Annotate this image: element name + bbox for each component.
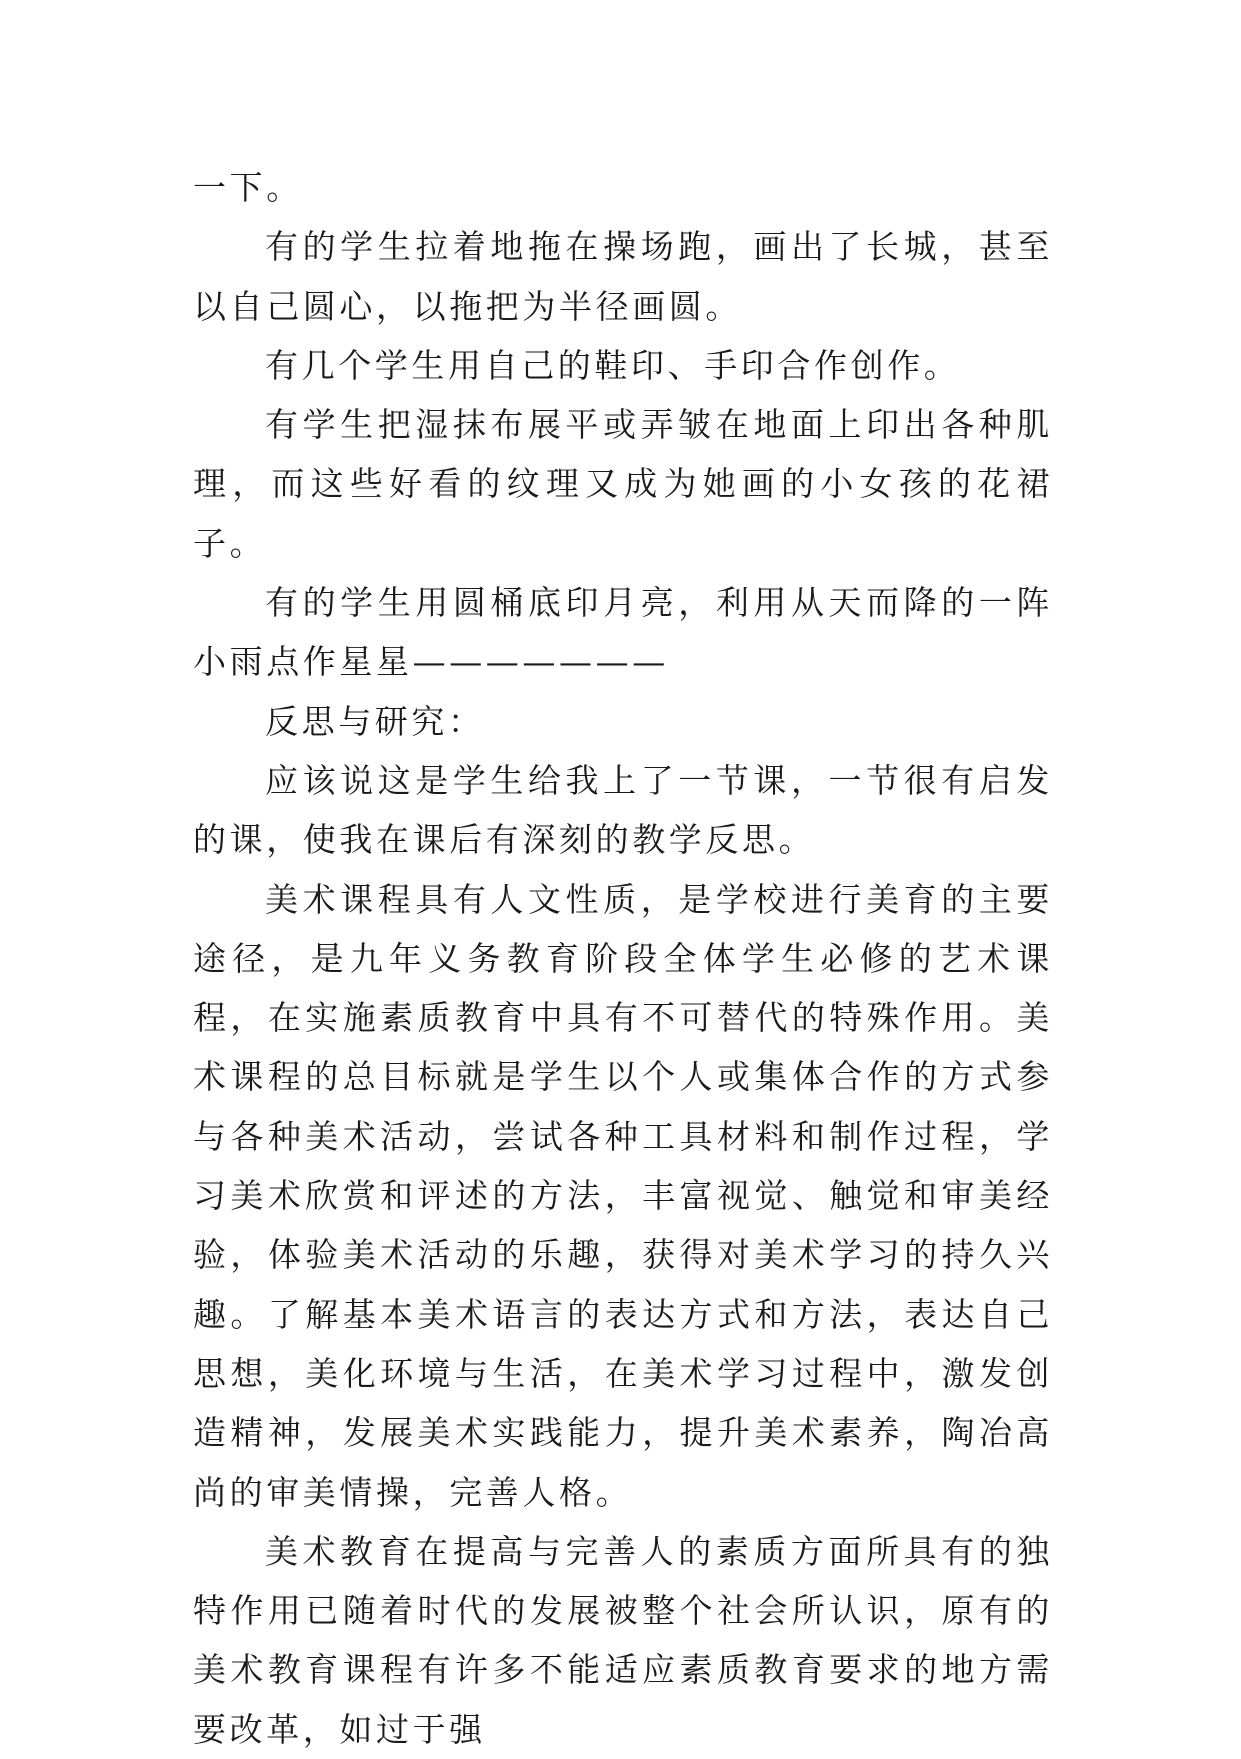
body-text — [193, 158, 1053, 1759]
paragraph-2: 有的学生拉着地拖在操场跑，画出了长城，甚至以自己圆心，以拖把为半径画圆。 — [193, 227, 1053, 326]
paragraph-8: 美术课程具有人文性质，是学校进行美育的主要途径，是九年义务教育阶段全体学生必修的艺术课程，在实施素质教育中具有不可替代的特殊作用。美术课程的总目标就是学生以个人或集体合作的方式参与各种美术活动，尝试各种工具材料和制作过程，学习美术欣赏和评述的方法，丰富视觉、触觉和审美经验，体验美术活动的乐趣，获得对美术学习的持久兴趣。了解基本美术语言的表达方式和方法，表达自己思想，美化环境与生活，在美术学习过程中，激发创造精神，发展美术实践能力，提升美术素养，陶冶高尚的审美情操，完善人格。 — [193, 879, 1053, 1512]
paragraph-5: 有的学生用圆桶底印月亮，利用从天而降的一阵小雨点作星星——————— — [193, 583, 1053, 682]
paragraph-9: 美术教育在提高与完善人的素质方面所具有的独特作用已随着时代的发展被整个社会所认识，原有的美术教育课程有许多不能适应素质教育要求的地方需要改革，如过于强 — [193, 1531, 1053, 1749]
paragraph-4: 有学生把湿抹布展平或弄皱在地面上印出各种肌理，而这些好看的纹理又成为她画的小女孩的花裙子。 — [193, 405, 1053, 563]
paragraph-6-heading: 反思与研究： — [265, 701, 485, 741]
paragraph-1: 一下。 — [193, 168, 303, 207]
paragraph-7: 应该说这是学生给我上了一节课，一节很有启发的课，使我在课后有深刻的教学反思。 — [193, 760, 1053, 860]
paragraph-3: 有几个学生用自己的鞋印、手印合作创作。 — [265, 345, 961, 385]
